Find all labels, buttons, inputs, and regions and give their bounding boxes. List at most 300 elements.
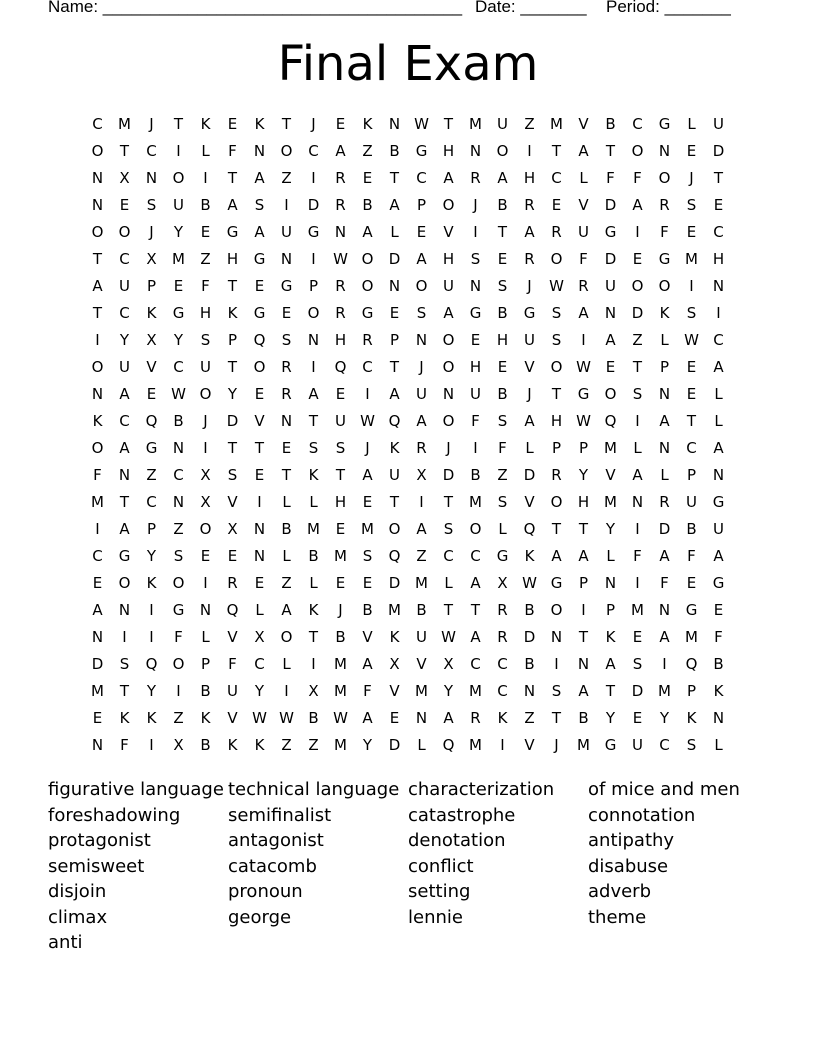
grid-cell: R — [470, 169, 481, 187]
grid-cell: T — [713, 169, 724, 187]
grid-row — [84, 651, 732, 678]
grid-cell: A — [578, 142, 589, 160]
grid-cell: G — [172, 304, 185, 322]
grid-cell: F — [633, 169, 642, 187]
grid-cell: H — [199, 304, 212, 322]
grid-cell: R — [362, 331, 373, 349]
grid-cell: K — [524, 547, 535, 565]
grid-cell: G — [604, 736, 617, 754]
grid-cell: C — [497, 655, 508, 673]
grid-cell: X — [119, 169, 130, 187]
grid-cell: N — [550, 628, 563, 646]
grid-cell: M — [469, 682, 482, 700]
grid-cell: N — [91, 169, 104, 187]
grid-cell: C — [308, 142, 319, 160]
grid-cell: F — [228, 142, 237, 160]
grid-cell: T — [227, 439, 238, 457]
grid-cell: O — [118, 223, 131, 241]
grid-cell: B — [362, 196, 373, 214]
word-bank-item: disabuse — [588, 855, 669, 877]
grid-cell: E — [281, 439, 292, 457]
grid-cell: R — [578, 277, 589, 295]
grid-cell: T — [551, 142, 562, 160]
grid-cell: E — [119, 196, 130, 214]
grid-cell: X — [443, 655, 454, 673]
grid-row — [84, 138, 732, 165]
grid-cell: I — [122, 628, 127, 646]
grid-cell: C — [551, 169, 562, 187]
grid-cell: A — [659, 412, 670, 430]
grid-cell: F — [660, 574, 669, 592]
grid-cell: O — [172, 169, 185, 187]
grid-cell: A — [659, 547, 670, 565]
word-bank-item: catastrophe — [408, 804, 516, 826]
grid-cell: M — [577, 736, 590, 754]
grid-cell: V — [146, 358, 157, 376]
grid-cell: U — [416, 628, 427, 646]
grid-cell: U — [605, 277, 616, 295]
grid-cell: P — [146, 277, 157, 295]
grid-cell: Z — [281, 736, 292, 754]
word-bank-item: antagonist — [228, 830, 324, 851]
grid-cell: A — [578, 304, 589, 322]
grid-cell: V — [416, 655, 427, 673]
grid-cell: M — [604, 439, 617, 457]
grid-cell: N — [118, 601, 131, 619]
grid-cell: L — [255, 601, 264, 619]
grid-cell: T — [227, 277, 238, 295]
grid-cell: A — [605, 331, 616, 349]
grid-cell: C — [632, 115, 643, 133]
grid-cell: K — [308, 601, 319, 619]
grid-cell: L — [660, 466, 669, 484]
grid-cell: N — [658, 439, 671, 457]
grid-cell: K — [686, 709, 697, 727]
grid-cell: N — [712, 277, 725, 295]
grid-cell: U — [713, 520, 724, 538]
word-bank-item: denotation — [408, 830, 506, 851]
grid-cell: Z — [200, 250, 211, 268]
grid-cell: Z — [524, 709, 535, 727]
grid-cell: J — [527, 277, 532, 295]
grid-cell: R — [416, 439, 427, 457]
grid-cell: N — [199, 601, 212, 619]
word-bank-item: setting — [408, 881, 471, 902]
grid-cell: T — [578, 628, 589, 646]
grid-cell: B — [524, 601, 535, 619]
grid-cell: E — [173, 277, 184, 295]
grid-cell: D — [388, 574, 401, 592]
grid-cell: I — [176, 142, 181, 160]
word-bank-item: of mice and men — [588, 779, 740, 800]
grid-cell: H — [442, 250, 455, 268]
grid-cell: Y — [659, 709, 670, 727]
grid-cell: A — [524, 223, 535, 241]
page-title: Final Exam — [277, 36, 539, 92]
grid-cell: C — [173, 466, 184, 484]
grid-row — [84, 246, 732, 273]
grid-cell: V — [524, 358, 535, 376]
word-search-grid — [84, 111, 732, 759]
grid-cell: G — [496, 547, 509, 565]
grid-cell: T — [281, 466, 292, 484]
grid-cell: I — [149, 736, 154, 754]
grid-cell: I — [311, 169, 316, 187]
grid-cell: H — [334, 331, 347, 349]
grid-cell: R — [524, 196, 535, 214]
grid-cell: L — [282, 547, 291, 565]
grid-cell: E — [362, 493, 373, 511]
grid-cell: N — [280, 412, 293, 430]
grid-cell: T — [92, 304, 103, 322]
grid-cell: F — [228, 655, 237, 673]
grid-cell: B — [713, 655, 724, 673]
grid-cell: E — [551, 196, 562, 214]
grid-cell: G — [550, 574, 563, 592]
word-bank-item: george — [228, 906, 292, 928]
grid-cell: W — [252, 709, 267, 727]
grid-cell: Q — [604, 412, 617, 430]
grid-cell: T — [632, 358, 643, 376]
grid-cell: L — [444, 574, 453, 592]
grid-cell: G — [280, 277, 293, 295]
grid-cell: S — [416, 304, 427, 322]
grid-cell: A — [227, 196, 238, 214]
grid-cell: W — [522, 574, 537, 592]
grid-cell: E — [362, 169, 373, 187]
grid-cell: Z — [281, 169, 292, 187]
grid-cell: O — [253, 358, 266, 376]
grid-cell: T — [443, 493, 454, 511]
grid-cell: B — [497, 304, 508, 322]
word-bank-item: pronoun — [228, 881, 303, 902]
grid-cell: A — [416, 520, 427, 538]
grid-cell: N — [658, 385, 671, 403]
grid-cell: W — [441, 628, 456, 646]
grid-cell: S — [497, 277, 508, 295]
grid-cell: H — [469, 358, 482, 376]
grid-cell: Z — [497, 466, 508, 484]
grid-cell: N — [145, 169, 158, 187]
grid-cell: I — [716, 304, 721, 322]
grid-cell: N — [604, 304, 617, 322]
grid-cell: X — [146, 331, 157, 349]
grid-cell: X — [389, 655, 400, 673]
grid-cell: W — [576, 358, 591, 376]
grid-cell: O — [469, 520, 482, 538]
grid-cell: O — [118, 574, 131, 592]
grid-cell: R — [227, 574, 238, 592]
grid-cell: Y — [146, 547, 157, 565]
grid-cell: C — [443, 547, 454, 565]
grid-cell: G — [577, 385, 590, 403]
grid-cell: U — [416, 385, 427, 403]
grid-cell: Q — [685, 655, 698, 673]
grid-cell: E — [254, 385, 265, 403]
grid-cell: C — [146, 142, 157, 160]
grid-cell: O — [442, 358, 455, 376]
grid-cell: E — [254, 277, 265, 295]
grid-cell: B — [497, 385, 508, 403]
grid-cell: U — [119, 358, 130, 376]
grid-cell: L — [606, 547, 615, 565]
grid-cell: O — [442, 196, 455, 214]
grid-cell: E — [335, 520, 346, 538]
grid-cell: D — [631, 304, 644, 322]
grid-cell: A — [389, 385, 400, 403]
grid-cell: I — [284, 196, 289, 214]
grid-cell: A — [578, 682, 589, 700]
grid-cell: O — [172, 655, 185, 673]
word-bank-item: anti — [48, 932, 83, 953]
grid-cell: L — [201, 628, 210, 646]
grid-cell: Q — [388, 547, 401, 565]
grid-cell: E — [200, 223, 211, 241]
grid-cell: F — [633, 547, 642, 565]
grid-cell: B — [281, 520, 292, 538]
grid-cell: C — [362, 358, 373, 376]
grid-cell: L — [201, 142, 210, 160]
grid-cell: T — [119, 682, 130, 700]
grid-cell: P — [578, 439, 589, 457]
grid-cell: B — [470, 466, 481, 484]
grid-cell: L — [390, 223, 399, 241]
grid-cell: F — [93, 466, 102, 484]
grid-cell: W — [333, 250, 348, 268]
grid-cell: K — [92, 412, 103, 430]
grid-cell: E — [686, 574, 697, 592]
grid-cell: K — [659, 304, 670, 322]
grid-cell: W — [414, 115, 429, 133]
grid-cell: M — [469, 736, 482, 754]
grid-cell: C — [713, 331, 724, 349]
grid-cell: N — [712, 466, 725, 484]
grid-cell: O — [658, 169, 671, 187]
grid-cell: N — [415, 709, 428, 727]
grid-cell: I — [95, 520, 100, 538]
grid-cell: Y — [362, 736, 373, 754]
grid-cell: E — [92, 574, 103, 592]
grid-cell: N — [334, 223, 347, 241]
grid-cell: N — [172, 493, 185, 511]
grid-cell: S — [335, 439, 346, 457]
grid-cell: U — [227, 682, 238, 700]
grid-cell: J — [203, 412, 208, 430]
grid-cell: L — [525, 439, 534, 457]
grid-cell: C — [470, 547, 481, 565]
grid-cell: B — [416, 601, 427, 619]
grid-cell: G — [604, 223, 617, 241]
grid-cell: X — [173, 736, 184, 754]
grid-cell: M — [658, 682, 671, 700]
grid-cell: E — [200, 547, 211, 565]
grid-cell: X — [200, 466, 211, 484]
grid-cell: B — [200, 196, 211, 214]
grid-cell: H — [712, 250, 725, 268]
grid-cell: V — [578, 196, 589, 214]
grid-cell: M — [469, 493, 482, 511]
grid-cell: C — [254, 655, 265, 673]
word-bank-item: semisweet — [48, 855, 145, 877]
grid-cell: N — [469, 142, 482, 160]
grid-cell: L — [714, 412, 723, 430]
grid-cell: A — [308, 385, 319, 403]
grid-cell: S — [632, 655, 643, 673]
grid-cell: F — [660, 223, 669, 241]
grid-cell: I — [473, 223, 478, 241]
word-bank-item: theme — [588, 906, 647, 928]
grid-cell: C — [119, 304, 130, 322]
word-bank-item: connotation — [588, 804, 696, 826]
grid-cell: A — [470, 628, 481, 646]
grid-cell: L — [687, 115, 696, 133]
grid-cell: M — [307, 520, 320, 538]
grid-cell: W — [549, 277, 564, 295]
grid-cell: N — [442, 385, 455, 403]
grid-cell: X — [416, 466, 427, 484]
grid-cell: I — [203, 439, 208, 457]
grid-cell: A — [119, 520, 130, 538]
grid-cell: A — [713, 439, 724, 457]
grid-row — [84, 165, 732, 192]
grid-cell: Z — [524, 115, 535, 133]
grid-cell: F — [471, 412, 480, 430]
grid-cell: A — [497, 169, 508, 187]
grid-cell: R — [659, 493, 670, 511]
grid-cell: A — [389, 196, 400, 214]
grid-cell: U — [578, 223, 589, 241]
grid-cell: B — [308, 547, 319, 565]
grid-cell: S — [686, 304, 697, 322]
grid-cell: G — [172, 601, 185, 619]
grid-cell: Z — [632, 331, 643, 349]
grid-cell: X — [227, 520, 238, 538]
grid-cell: R — [470, 709, 481, 727]
grid-cell: B — [686, 520, 697, 538]
grid-cell: P — [686, 682, 697, 700]
grid-cell: I — [689, 277, 694, 295]
grid-cell: D — [523, 628, 536, 646]
grid-cell: U — [389, 466, 400, 484]
name-field-label: Name: ______________________________________ — [48, 0, 463, 16]
grid-cell: O — [658, 277, 671, 295]
grid-cell: R — [524, 250, 535, 268]
date-field-label: Date: _______ — [475, 0, 587, 16]
grid-cell: F — [201, 277, 210, 295]
grid-cell: L — [309, 574, 318, 592]
word-bank-item: technical language — [228, 779, 400, 800]
grid-cell: J — [149, 223, 154, 241]
grid-cell: M — [118, 115, 131, 133]
grid-cell: S — [254, 196, 265, 214]
grid-cell: T — [389, 358, 400, 376]
grid-cell: A — [713, 358, 724, 376]
grid-cell: M — [415, 574, 428, 592]
grid-cell: P — [578, 574, 589, 592]
grid-cell: O — [550, 358, 563, 376]
grid-cell: A — [362, 709, 373, 727]
grid-cell: Y — [578, 466, 589, 484]
grid-cell: K — [227, 736, 238, 754]
word-bank-column — [48, 777, 228, 956]
grid-row — [84, 570, 732, 597]
grid-cell: B — [362, 601, 373, 619]
grid-cell: M — [334, 682, 347, 700]
grid-cell: P — [551, 439, 562, 457]
grid-row — [84, 408, 732, 435]
grid-cell: P — [389, 331, 400, 349]
grid-cell: C — [659, 736, 670, 754]
grid-cell: N — [253, 142, 266, 160]
grid-cell: I — [257, 493, 262, 511]
grid-cell: D — [523, 466, 536, 484]
grid-cell: A — [713, 547, 724, 565]
grid-row — [84, 219, 732, 246]
grid-cell: D — [226, 412, 239, 430]
grid-cell: K — [200, 115, 211, 133]
grid-cell: H — [226, 250, 239, 268]
grid-cell: V — [227, 709, 238, 727]
grid-cell: P — [146, 520, 157, 538]
grid-cell: Y — [119, 331, 130, 349]
grid-cell: W — [279, 709, 294, 727]
grid-cell: F — [606, 169, 615, 187]
grid-cell: F — [363, 682, 372, 700]
grid-cell: L — [579, 169, 588, 187]
grid-cell: T — [227, 169, 238, 187]
grid-cell: A — [362, 655, 373, 673]
grid-cell: E — [713, 601, 724, 619]
grid-cell: M — [334, 736, 347, 754]
grid-cell: C — [173, 358, 184, 376]
grid-cell: K — [362, 115, 373, 133]
grid-cell: Q — [145, 412, 158, 430]
grid-cell: O — [361, 250, 374, 268]
grid-cell: B — [497, 196, 508, 214]
grid-cell: D — [658, 520, 671, 538]
word-bank-item: lennie — [408, 906, 463, 928]
grid-cell: M — [469, 115, 482, 133]
grid-cell: S — [281, 331, 292, 349]
grid-cell: S — [119, 655, 130, 673]
grid-cell: N — [91, 628, 104, 646]
grid-cell: E — [686, 358, 697, 376]
grid-cell: R — [281, 358, 292, 376]
grid-cell: V — [227, 628, 238, 646]
grid-cell: C — [146, 493, 157, 511]
grid-cell: D — [388, 250, 401, 268]
grid-cell: T — [308, 628, 319, 646]
grid-cell: X — [200, 493, 211, 511]
grid-cell: S — [146, 196, 157, 214]
grid-cell: O — [91, 439, 104, 457]
grid-cell: O — [91, 358, 104, 376]
grid-cell: W — [576, 412, 591, 430]
grid-cell: U — [713, 115, 724, 133]
grid-cell: F — [579, 250, 588, 268]
grid-cell: S — [173, 547, 184, 565]
grid-cell: E — [335, 574, 346, 592]
grid-cell: V — [227, 493, 238, 511]
grid-cell: H — [496, 331, 509, 349]
grid-cell: S — [551, 304, 562, 322]
grid-cell: R — [335, 196, 346, 214]
grid-cell: U — [524, 331, 535, 349]
grid-cell: G — [523, 304, 536, 322]
grid-cell: X — [146, 250, 157, 268]
grid-cell: I — [365, 385, 370, 403]
grid-cell: I — [473, 439, 478, 457]
